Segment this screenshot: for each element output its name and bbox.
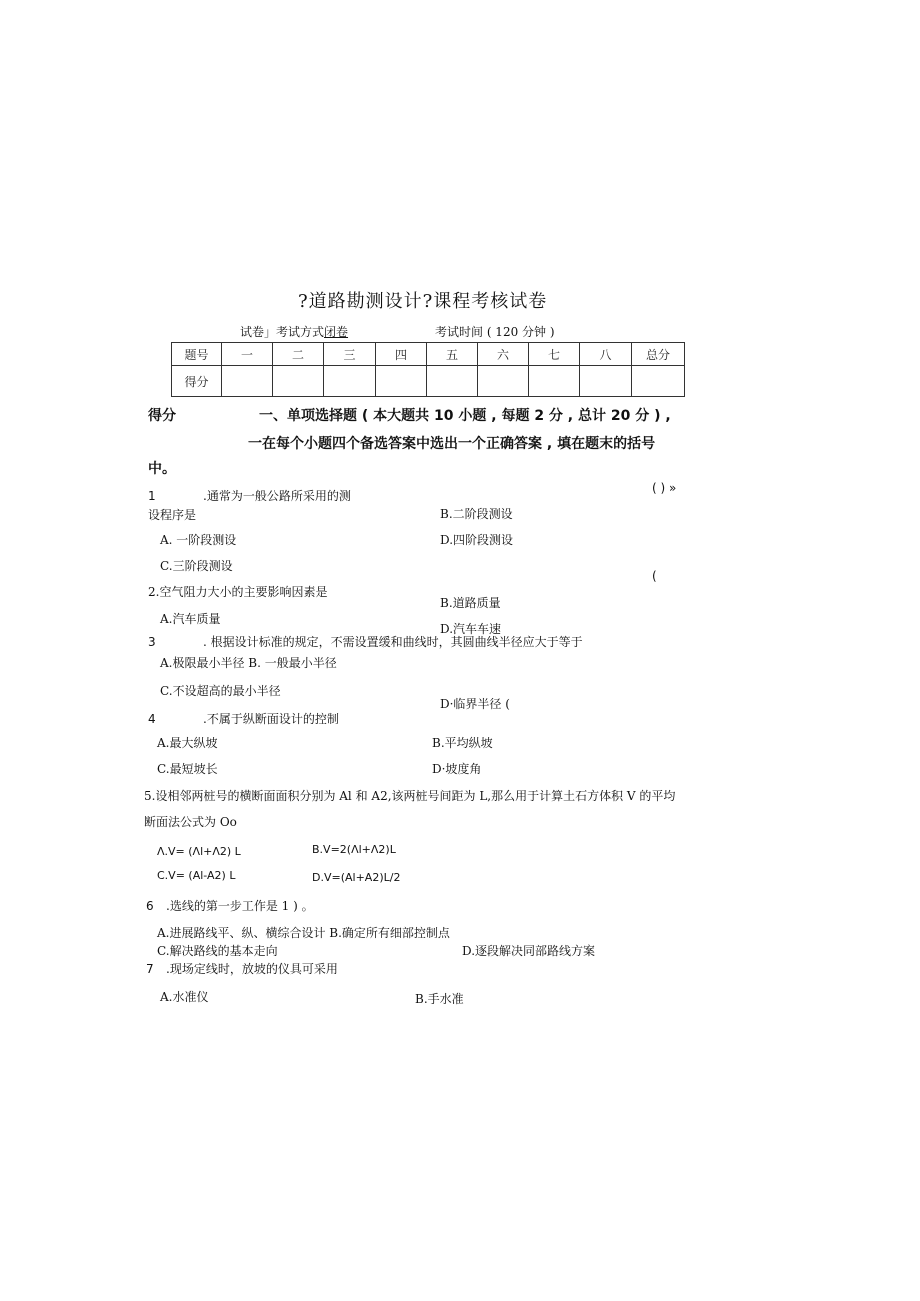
score-table-header-cell: 总分	[632, 343, 685, 366]
score-cell[interactable]	[529, 366, 580, 397]
q5-option-a: Λ.V= (Λl+Λ2) L	[157, 845, 241, 858]
q1-number: 1	[148, 489, 156, 503]
q1-option-a: A. 一阶段测设	[160, 533, 237, 547]
q3-number: 3	[148, 635, 156, 649]
score-cell[interactable]	[427, 366, 478, 397]
section-score-label: 得分	[148, 408, 176, 424]
q4-stem: .不属于纵断面设计的控制	[203, 712, 339, 726]
score-cell[interactable]	[478, 366, 529, 397]
q5-option-d: D.V=(Al+A2)L/2	[312, 871, 401, 884]
q2-option-d: D.汽车车速	[440, 622, 502, 636]
q1-option-c: C.三阶段测设	[160, 559, 233, 573]
q6-options-ab: A.进展路线平、纵、横综合设计 B.确定所有细部控制点	[157, 926, 450, 940]
q7-stem: .现场定线时，放坡的仪具可采用	[166, 962, 338, 976]
q6-stem: .选线的第一步工作是 1 ) 。	[166, 899, 314, 913]
q1-option-b: B.二阶段测设	[440, 507, 513, 521]
exam-time: 考试时间 ( 120 分钟 )	[435, 325, 555, 339]
q4-option-a: A.最大纵坡	[157, 736, 218, 750]
score-table-row-label: 得分	[172, 366, 222, 397]
score-cell[interactable]	[580, 366, 632, 397]
page-title: ?道路勘测设计?课程考核试卷	[298, 291, 548, 312]
q5-option-c: C.V= (Al-A2) L	[157, 869, 236, 882]
score-cell[interactable]	[632, 366, 685, 397]
score-cell[interactable]	[324, 366, 376, 397]
score-cell[interactable]	[222, 366, 273, 397]
q6-number: 6	[146, 899, 154, 913]
q6-option-d: D.逐段解决同部路线方案	[462, 944, 596, 958]
q7-number: 7	[146, 962, 154, 976]
q7-option-a: A.水准仪	[160, 990, 209, 1004]
q2-option-a: A.汽车质量	[160, 612, 221, 626]
score-table-header-row	[172, 343, 685, 366]
q1-option-d: D.四阶段测设	[440, 533, 514, 547]
q7-option-b: B.手水准	[415, 992, 464, 1006]
q3-option-d: D·临界半径 (	[440, 697, 510, 711]
q4-option-c: C.最短坡长	[157, 762, 218, 776]
score-table-header-cell: 四	[376, 343, 427, 366]
exam-mode: 闭卷	[324, 325, 349, 339]
score-table-header-cell: 八	[580, 343, 632, 366]
q5-option-b: B.V=2(Λl+Λ2)L	[312, 843, 396, 856]
q5-stem-cont: 断面法公式为 Oo	[144, 815, 237, 829]
exam-meta	[240, 325, 348, 339]
q1-stem: .通常为一般公路所采用的测	[203, 489, 351, 503]
score-cell[interactable]	[376, 366, 427, 397]
q4-option-d: D·坡度角	[432, 762, 482, 776]
q4-number: 4	[148, 712, 156, 726]
score-cell[interactable]	[273, 366, 324, 397]
score-table-header-cell: 一	[222, 343, 273, 366]
q2-stem: 2.空气阻力大小的主要影响因素是	[148, 585, 328, 599]
q1-answer-bracket[interactable]: ( ) »	[652, 481, 677, 495]
q3-options-ab: A.极限最小半径 B. 一般最小半径	[160, 656, 337, 670]
score-table-header-cell: 二	[273, 343, 324, 366]
q2-option-b: B.道路质量	[440, 596, 501, 610]
q6-option-c: C.解决路线的基本走向	[157, 944, 278, 958]
q4-option-b: B.平均纵坡	[432, 736, 493, 750]
q2-answer-bracket[interactable]: (	[652, 569, 657, 583]
score-table-header-cell: 题号	[172, 343, 222, 366]
q3-stem: . 根据设计标准的规定，不需设置缓和曲线时，其圆曲线半径应大于等于	[203, 635, 583, 649]
q3-option-c: C.不设超高的最小半径	[160, 684, 281, 698]
exam-paper-label: 试卷」考试方式	[240, 325, 325, 339]
score-table	[171, 342, 685, 397]
section-heading-line3: 中。	[148, 461, 176, 477]
score-table-header-cell: 七	[529, 343, 580, 366]
score-table-score-row	[172, 366, 685, 397]
section-heading-line2: 一在每个小题四个备选答案中选出一个正确答案 , 填在题末的括号	[248, 436, 656, 452]
section-heading-line1: 一、单项选择题 ( 本大题共 10 小题 , 每题 2 分 , 总计 20 分 ) ,	[259, 408, 671, 424]
q1-stem-cont: 设程序是	[148, 508, 197, 522]
score-table-header-cell: 五	[427, 343, 478, 366]
q5-stem: 5.设相邻两桩号的横断面面积分别为 Al 和 A2,该两桩号间距为 L,那么用于计算土石方体积 V 的平均	[144, 789, 676, 803]
score-table-header-cell: 三	[324, 343, 376, 366]
score-table-header-cell: 六	[478, 343, 529, 366]
